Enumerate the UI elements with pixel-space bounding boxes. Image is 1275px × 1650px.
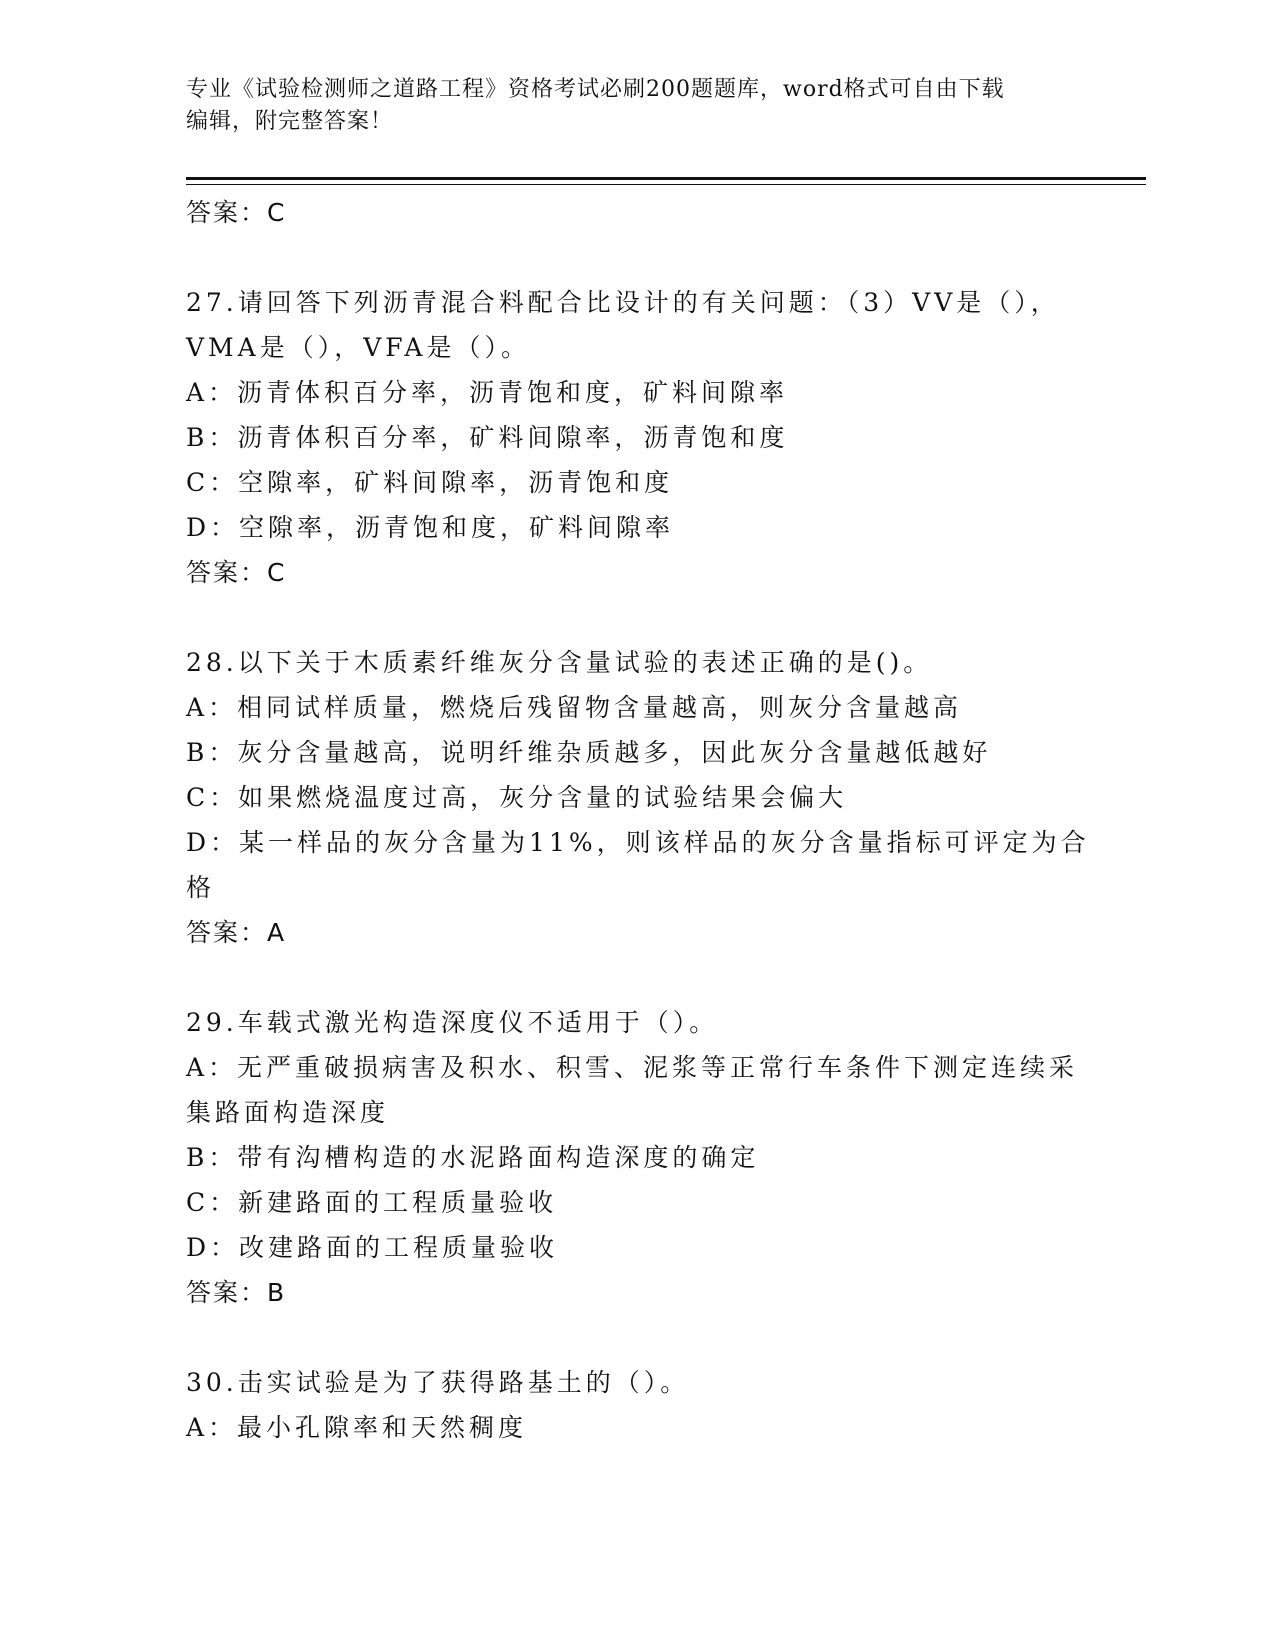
option-c: C：如果燃烧温度过高，灰分含量的试验结果会偏大 <box>186 783 848 812</box>
spacer <box>186 595 1086 640</box>
question-27 <box>186 280 1086 595</box>
answer-prev: 答案：C <box>186 198 287 227</box>
option-b: B：沥青体积百分率，矿料间隙率，沥青饱和度 <box>186 423 789 452</box>
answer: 答案：B <box>186 1278 287 1307</box>
option-c: C：空隙率，矿料间隙率，沥青饱和度 <box>186 468 674 497</box>
option-d: D：改建路面的工程质量验收 <box>186 1233 559 1262</box>
question-stem: 27.请回答下列沥青混合料配合比设计的有关问题：（3）VV是（）， <box>186 288 1060 317</box>
option-a: A：沥青体积百分率，沥青饱和度，矿料间隙率 <box>186 378 789 407</box>
spacer <box>186 955 1086 1000</box>
option-c: C：新建路面的工程质量验收 <box>186 1188 558 1217</box>
option-a: A：最小孔隙率和天然稠度 <box>186 1413 528 1442</box>
question-30 <box>186 1360 1086 1450</box>
question-stem: 29.车载式激光构造深度仪不适用于（）。 <box>186 1008 719 1037</box>
option-d-continued: 格 <box>186 873 216 902</box>
option-b: B：灰分含量越高，说明纤维杂质越多，因此灰分含量越低越好 <box>186 738 992 767</box>
spacer <box>186 1315 1086 1360</box>
header-rule-thin <box>186 184 1146 185</box>
question-stem: 28.以下关于木质素纤维灰分含量试验的表述正确的是()。 <box>186 648 933 677</box>
question-29 <box>186 1000 1086 1315</box>
answer: 答案：A <box>186 918 287 947</box>
option-d: D：空隙率，沥青饱和度，矿料间隙率 <box>186 513 675 542</box>
option-a: A：相同试样质量，燃烧后残留物含量越高，则灰分含量越高 <box>186 693 963 722</box>
header-rule-thick <box>186 177 1146 180</box>
question-stem: VMA是（），VFA是（）。 <box>186 333 530 362</box>
option-d: D：某一样品的灰分含量为11%，则该样品的灰分含量指标可评定为合 <box>186 828 1090 857</box>
answer: 答案：C <box>186 558 287 587</box>
header-line-2: 编辑，附完整答案！ <box>186 109 394 134</box>
question-28 <box>186 640 1090 955</box>
header-line-1: 专业《试验检测师之道路工程》资格考试必刷200题题库，word格式可自由下载 <box>186 77 1005 102</box>
spacer <box>186 235 1086 280</box>
document-header <box>186 74 1086 138</box>
question-stem: 30.击实试验是为了获得路基土的（）。 <box>186 1368 690 1397</box>
option-a: A：无严重破损病害及积水、积雪、泥浆等正常行车条件下测定连续采 <box>186 1053 1079 1082</box>
option-b: B：带有沟槽构造的水泥路面构造深度的确定 <box>186 1143 760 1172</box>
option-a-continued: 集路面构造深度 <box>186 1098 390 1127</box>
document-body <box>186 190 1090 1450</box>
